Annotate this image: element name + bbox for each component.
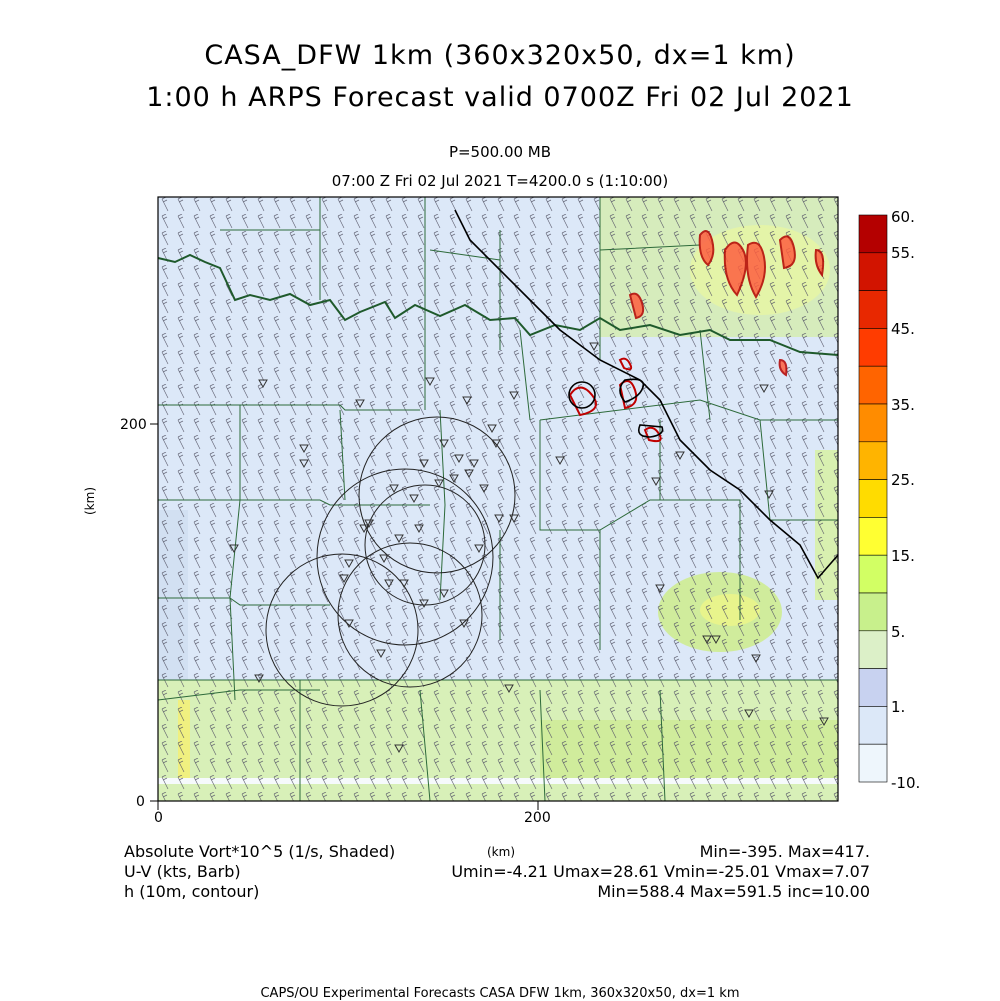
- y-axis-unit: (km): [83, 486, 97, 515]
- colorbar-swatch: [859, 593, 887, 631]
- colorbar-label: 1.: [891, 698, 906, 716]
- y-tick-200: 200: [120, 417, 147, 433]
- colorbar: [859, 215, 887, 782]
- colorbar-label: 60.: [891, 208, 915, 226]
- colorbar-swatch: [859, 669, 887, 707]
- colorbar-swatch: [859, 744, 887, 782]
- colorbar-label: -10.: [891, 774, 921, 792]
- colorbar-swatch: [859, 366, 887, 404]
- credit-line: CAPS/OU Experimental Forecasts CASA DFW 1km, 360x320x50, dx=1 km: [260, 986, 740, 1001]
- colorbar-label: 45.: [891, 320, 915, 338]
- title-line-1: CASA_DFW 1km (360x320x50, dx=1 km): [204, 40, 796, 71]
- colorbar-swatch: [859, 555, 887, 593]
- wind-range: Umin=-4.21 Umax=28.61 Vmin=-25.01 Vmax=7.07: [451, 862, 870, 881]
- height-range: Min=588.4 Max=591.5 inc=10.00: [597, 882, 870, 901]
- colorbar-swatch: [859, 631, 887, 669]
- title-line-2: 1:00 h ARPS Forecast valid 0700Z Fri 02 Jul 2021: [146, 82, 854, 113]
- colorbar-swatch: [859, 517, 887, 555]
- x-axis-unit: (km): [487, 845, 516, 859]
- colorbar-swatch: [859, 442, 887, 480]
- field-label-wind: U-V (kts, Barb): [124, 862, 241, 881]
- colorbar-label: 15.: [891, 547, 915, 565]
- colorbar-swatch: [859, 480, 887, 518]
- colorbar-swatch: [859, 291, 887, 329]
- vorticity-range: Min=-395. Max=417.: [699, 842, 870, 861]
- colorbar-label: 35.: [891, 396, 915, 414]
- valid-time: 07:00 Z Fri 02 Jul 2021 T=4200.0 s (1:10:00): [331, 172, 669, 190]
- colorbar-label: 55.: [891, 244, 915, 262]
- colorbar-swatch: [859, 706, 887, 744]
- colorbar-swatch: [859, 215, 887, 253]
- pressure-level: P=500.00 MB: [448, 143, 552, 161]
- colorbar-swatch: [859, 328, 887, 366]
- y-tick-0: 0: [136, 794, 145, 810]
- colorbar-label: 25.: [891, 471, 915, 489]
- field-label-vorticity: Absolute Vort*10^5 (1/s, Shaded): [124, 842, 396, 861]
- colorbar-swatch: [859, 253, 887, 291]
- x-tick-200: 200: [524, 810, 551, 826]
- field-label-height: h (10m, contour): [124, 882, 260, 901]
- colorbar-label: 5.: [891, 623, 906, 641]
- colorbar-labels: [891, 208, 920, 792]
- colorbar-swatch: [859, 404, 887, 442]
- x-tick-0: 0: [154, 810, 163, 826]
